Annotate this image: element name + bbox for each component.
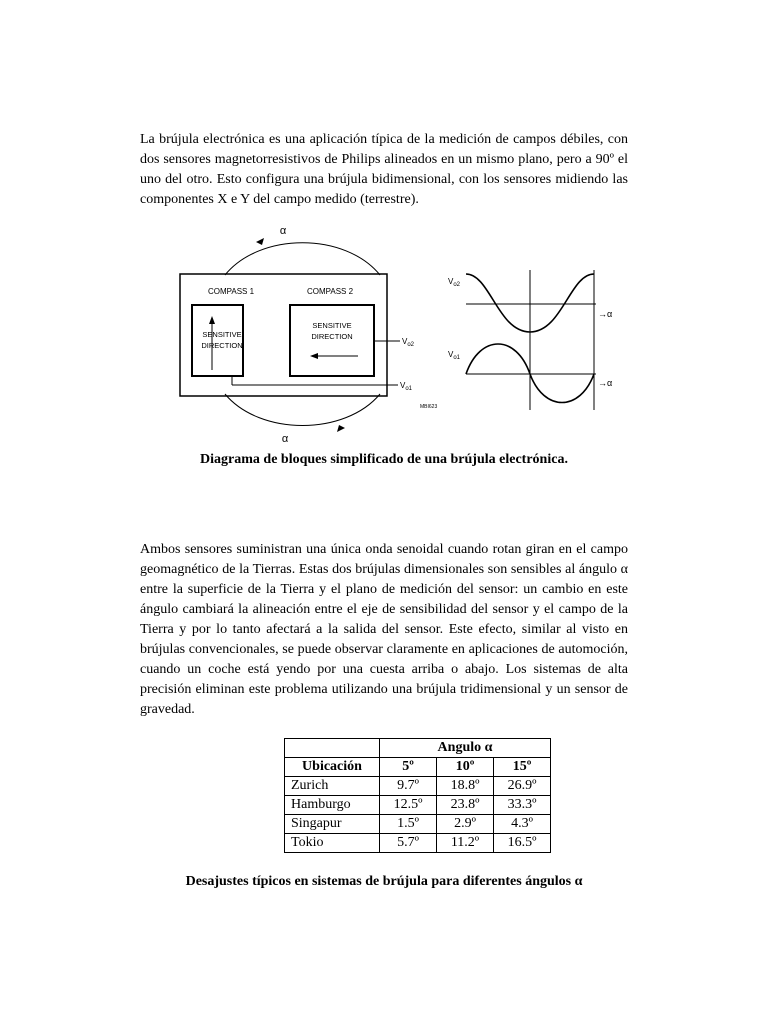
value-cell: 2.9º xyxy=(437,815,494,834)
top-alpha-label: α xyxy=(279,225,287,237)
table-caption: Desajustes típicos en sistemas de brújula para diferentes ángulos α xyxy=(185,874,583,889)
top-arc-arrowhead xyxy=(256,238,264,245)
vo2-alpha-arrow: →α xyxy=(598,309,613,319)
compass-1-arrowhead xyxy=(209,316,215,324)
vo1-label: $V_{o1}$ xyxy=(400,381,413,392)
value-cell: 23.8º xyxy=(437,796,494,815)
value-cell: 18.8º xyxy=(437,777,494,796)
location-cell: Singapur xyxy=(285,815,380,834)
vo2-wave-label: $V_{o2}$ xyxy=(448,277,461,288)
body-paragraph: Ambos sensores suministran una única onda senoidal cuando rotan giran en el campo geomagnético de la Tierras. Estas dos brújulas dimensionales son sensibles al ángulo α entre la superficie de la Tierra y el plano de medición del sensor: un cambio en este ángulo cambiará la alineación entre el eje de sensibilidad del sensor y el campo de la Tierra y por lo tanto afectará a la salida del sensor. Este efecto, similar al visto en brújulas convencionales, se puede observar claramente en aplicaciones de automoción, cuando un coche está yendo por una cuesta arriba o abajo. Los sistemas de alta precisión eliminan este problema utilizando una brújula tridimensional y un sensor de gravedad. xyxy=(140,542,628,717)
value-cell: 5.7º xyxy=(380,834,437,853)
value-cell: 16.5º xyxy=(494,834,551,853)
intro-paragraph: La brújula electrónica es una aplicación típica de la medición de campos débiles, con dos sensores magnetorresistivos de Philips alineados en un mismo plano, pero a 90º el uno del otro. Esto configura una brújula bidimensional, con los sensores midiendo las componentes X e Y del campo medido (terrestre). xyxy=(140,132,628,207)
table-row xyxy=(285,796,551,815)
value-cell: 33.3º xyxy=(494,796,551,815)
angle-header: 10º xyxy=(437,758,494,777)
table-row xyxy=(285,815,551,834)
value-cell: 26.9º xyxy=(494,777,551,796)
angle-group-header: Angulo α xyxy=(380,739,551,758)
vo2-label: $V_{o2}$ xyxy=(402,337,415,348)
bottom-arc-arrowhead xyxy=(337,425,345,432)
compass-2-sensitive: SENSITIVE xyxy=(312,321,352,330)
compass-1-sensitive: SENSITIVE xyxy=(202,330,242,339)
location-cell: Hamburgo xyxy=(285,796,380,815)
value-cell: 12.5º xyxy=(380,796,437,815)
figure-ref-code: MBI623 xyxy=(420,404,438,410)
table-row xyxy=(285,777,551,796)
vo1-wave-label: $V_{o1}$ xyxy=(448,350,461,361)
angle-header: 5º xyxy=(380,758,437,777)
angle-header: 15º xyxy=(494,758,551,777)
compass-1-direction: DIRECTION xyxy=(201,341,243,350)
compass-2-arrowhead xyxy=(310,353,318,359)
location-cell: Tokio xyxy=(285,834,380,853)
bottom-rotation-arc xyxy=(225,394,380,426)
figure-caption: Diagrama de bloques simplificado de una brújula electrónica. xyxy=(200,452,568,467)
top-rotation-arc xyxy=(225,243,380,275)
vo1-alpha-arrow: →α xyxy=(598,378,613,388)
value-cell: 11.2º xyxy=(437,834,494,853)
table-header-row-2 xyxy=(285,758,551,777)
table-row xyxy=(285,834,551,853)
offset-table xyxy=(284,738,551,853)
location-cell: Zurich xyxy=(285,777,380,796)
value-cell: 4.3º xyxy=(494,815,551,834)
table-header-row-1 xyxy=(285,739,551,758)
value-cell: 9.7º xyxy=(380,777,437,796)
location-header: Ubicación xyxy=(285,758,380,777)
table-corner-cell xyxy=(285,739,380,758)
bottom-alpha-label: α xyxy=(281,433,289,445)
compass-2-label: COMPASS 2 xyxy=(306,287,354,296)
value-cell: 1.5º xyxy=(380,815,437,834)
compass-2-direction: DIRECTION xyxy=(311,332,353,341)
compass-block-diagram xyxy=(170,222,630,447)
compass-1-label: COMPASS 1 xyxy=(207,287,255,296)
